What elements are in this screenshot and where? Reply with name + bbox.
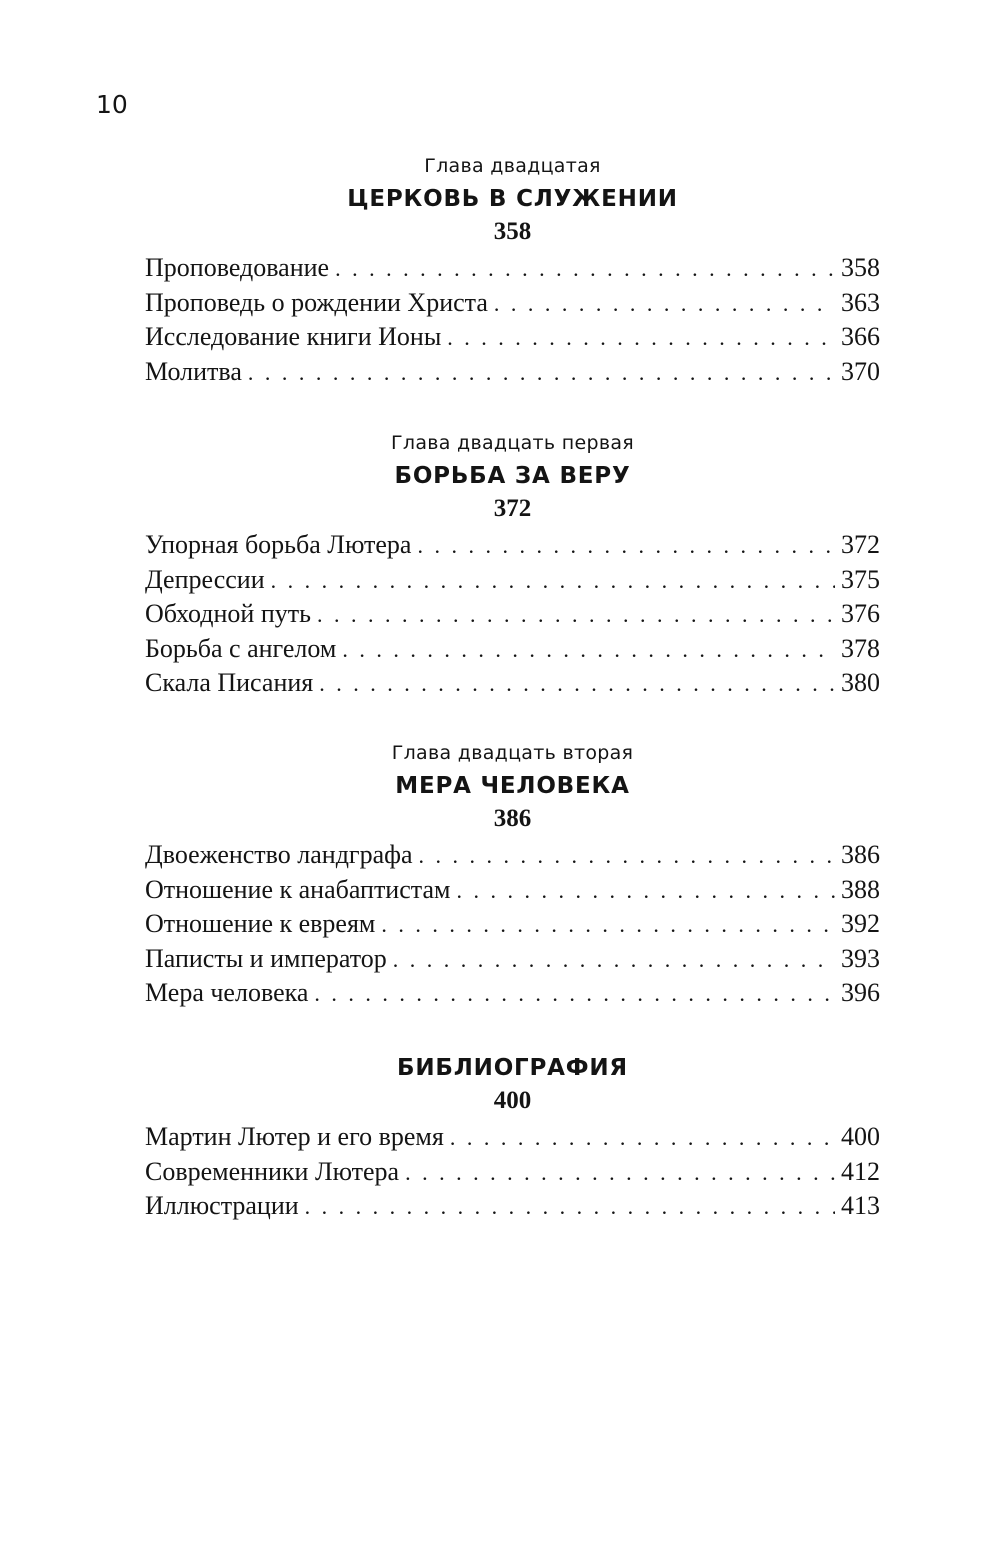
- chapter-page: 386: [493, 805, 532, 832]
- leader-dots: [447, 321, 835, 356]
- entry-title: Депрессии: [145, 564, 265, 594]
- leader-dots: [450, 1121, 835, 1156]
- chapter-title: ЦЕРКОВЬ В СЛУЖЕНИИ: [347, 186, 678, 212]
- entry-title: Отношение к анабаптистам: [145, 874, 451, 904]
- chapter-page: 358: [493, 218, 532, 245]
- toc-entry: [145, 666, 880, 701]
- entry-title: Скала Писания: [145, 668, 314, 697]
- entry-title: Упорная борьба Лютера: [145, 530, 412, 559]
- toc-entry: [145, 976, 880, 1011]
- chapter-label: Глава двадцать вторая: [391, 742, 634, 764]
- entry-title: Проповедь о рождении Христа: [145, 287, 488, 317]
- toc-entry: [145, 286, 880, 321]
- chapter-label: Глава двадцатая: [424, 155, 601, 177]
- bibliography: [145, 1052, 880, 1224]
- leader-dots: [314, 977, 835, 1012]
- toc-entry: [145, 1155, 880, 1190]
- chapter-page: 400: [493, 1087, 532, 1114]
- chapter-title: БОРЬБА ЗА ВЕРУ: [394, 463, 631, 489]
- toc-entry: [145, 251, 880, 286]
- entry-title: Мера человека: [145, 978, 309, 1007]
- entry-title: Двоеженство ландграфа: [145, 840, 413, 869]
- entry-page: 380: [841, 668, 880, 697]
- entry-title: Иллюстрации: [145, 1191, 299, 1220]
- toc-entry: [145, 873, 880, 908]
- leader-dots: [456, 874, 835, 909]
- leader-dots: [271, 564, 835, 599]
- entry-page: 378: [841, 633, 880, 663]
- entry-title: Современники Лютера: [145, 1156, 400, 1186]
- chapter-20: [145, 153, 880, 389]
- chapter-label: Глава двадцать первая: [391, 432, 634, 454]
- entry-page: 358: [841, 253, 880, 282]
- entry-page: 372: [841, 530, 880, 559]
- toc-entry: [145, 528, 880, 563]
- entry-page: 363: [841, 287, 880, 317]
- entry-page: 375: [841, 564, 880, 594]
- leader-dots: [393, 943, 835, 978]
- entry-page: 366: [841, 322, 880, 351]
- entry-title: Мартин Лютер и его время: [145, 1122, 444, 1151]
- entry-title: Обходной путь: [145, 599, 311, 628]
- toc-entry: [145, 1189, 880, 1224]
- entry-page: 370: [841, 356, 880, 386]
- leader-dots: [248, 356, 835, 391]
- toc-entry: [145, 563, 880, 598]
- entry-page: 400: [841, 1122, 880, 1151]
- entry-page: 393: [841, 943, 880, 973]
- toc-entry: [145, 320, 880, 355]
- entry-title: Исследование книги Ионы: [145, 322, 442, 351]
- entry-page: 396: [841, 978, 880, 1007]
- entry-page: 376: [841, 599, 880, 628]
- toc-entry: [145, 632, 880, 667]
- leader-dots: [494, 287, 835, 322]
- leader-dots: [381, 908, 835, 943]
- entry-page: 413: [841, 1191, 880, 1220]
- leader-dots: [305, 1190, 835, 1225]
- toc-entry: [145, 1120, 880, 1155]
- chapter-title: БИБЛИОГРАФИЯ: [397, 1055, 628, 1081]
- entry-page: 388: [841, 874, 880, 904]
- entry-title: Молитва: [145, 356, 242, 386]
- entry-title: Паписты и император: [145, 943, 387, 973]
- entry-title: Борьба с ангелом: [145, 633, 337, 663]
- leader-dots: [317, 598, 835, 633]
- leader-dots: [405, 1156, 835, 1191]
- toc-entry: [145, 907, 880, 942]
- entry-page: 392: [841, 909, 880, 938]
- entry-page: 412: [841, 1156, 880, 1186]
- entry-page: 386: [841, 840, 880, 869]
- leader-dots: [319, 667, 835, 702]
- entry-title: Отношение к евреям: [145, 909, 376, 938]
- leader-dots: [342, 633, 835, 668]
- toc-entry: [145, 597, 880, 632]
- entry-title: Проповедование: [145, 253, 330, 282]
- leader-dots: [417, 529, 835, 564]
- chapter-21: [145, 430, 880, 701]
- toc-entry: [145, 942, 880, 977]
- chapter-22: [145, 740, 880, 1011]
- chapter-page: 372: [493, 495, 532, 522]
- page-number: 10: [96, 90, 128, 119]
- toc-entry: [145, 355, 880, 390]
- leader-dots: [335, 252, 835, 287]
- chapter-title: МЕРА ЧЕЛОВЕКА: [395, 773, 630, 799]
- leader-dots: [419, 839, 835, 874]
- toc-entry: [145, 838, 880, 873]
